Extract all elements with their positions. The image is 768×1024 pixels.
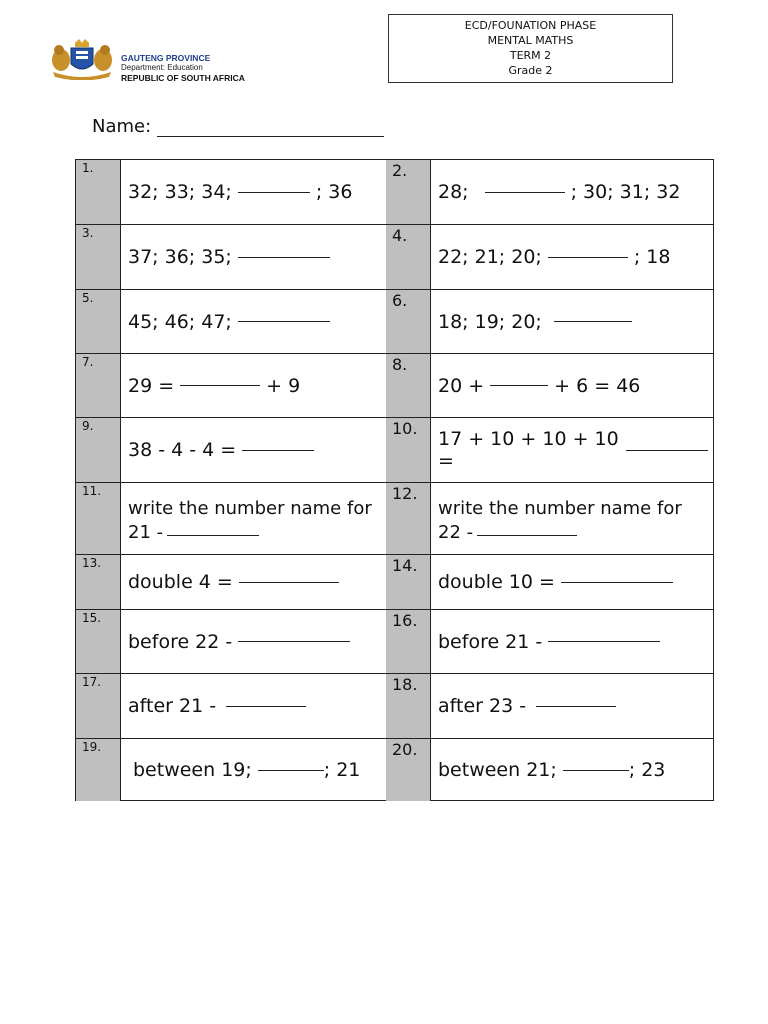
question-14: double 10 =: [431, 555, 714, 609]
answer-blank[interactable]: [226, 706, 306, 707]
title-term: TERM 2: [509, 49, 552, 62]
question-row: [76, 554, 713, 609]
answer-blank[interactable]: [242, 450, 314, 451]
question-number: 20.: [386, 739, 431, 801]
answer-blank[interactable]: [536, 706, 616, 707]
question-5: 45; 46; 47;: [121, 290, 386, 353]
question-number: 6.: [386, 290, 431, 353]
question-3: 37; 36; 35;: [121, 225, 386, 289]
question-row: [76, 353, 713, 417]
question-row: [76, 738, 713, 801]
name-label: Name:: [92, 116, 152, 137]
question-number: 7.: [76, 354, 121, 417]
answer-blank[interactable]: [258, 770, 324, 771]
question-19: between 19; ; 21: [133, 759, 361, 781]
logo-department: Department: Education: [121, 63, 203, 72]
question-16: before 21 -: [431, 610, 714, 673]
answer-blank[interactable]: [238, 321, 330, 322]
answer-blank[interactable]: [238, 192, 310, 193]
question-row: [76, 673, 713, 738]
question-number: 13.: [76, 555, 121, 609]
question-row: [76, 417, 713, 482]
question-1: 32; 33; 34; ; 36: [128, 181, 353, 203]
question-number: 19.: [76, 739, 121, 801]
answer-blank[interactable]: [563, 770, 629, 771]
question-2: 28; ; 30; 31; 32: [438, 181, 681, 203]
question-10: 17 + 10 + 10 + 10 =: [431, 418, 714, 482]
question-number: 2.: [386, 160, 431, 224]
question-18: after 23 -: [431, 674, 714, 738]
question-number: 16.: [386, 610, 431, 673]
question-number: 9.: [76, 418, 121, 482]
answer-blank[interactable]: [626, 450, 708, 451]
title-grade: Grade 2: [508, 64, 553, 77]
question-row: [76, 289, 713, 353]
question-number: 17.: [76, 674, 121, 738]
question-number: 4.: [386, 225, 431, 289]
question-number: 12.: [386, 483, 431, 554]
coat-of-arms-icon: [47, 38, 117, 80]
worksheet-title-box: [388, 14, 673, 83]
question-15: before 22 -: [121, 610, 386, 673]
question-row: [76, 224, 713, 289]
logo-province: GAUTENG PROVINCE: [121, 53, 211, 63]
question-7: 29 = + 9: [128, 374, 301, 397]
name-input-line[interactable]: [157, 120, 384, 137]
question-row: [76, 482, 713, 554]
logo-country: REPUBLIC OF SOUTH AFRICA: [121, 73, 245, 83]
question-row: [76, 160, 713, 224]
question-4: 22; 21; 20; ; 18: [438, 246, 671, 268]
question-grid: [75, 159, 714, 801]
question-number: 15.: [76, 610, 121, 673]
answer-blank[interactable]: [238, 257, 330, 258]
question-number: 10.: [386, 418, 431, 482]
answer-blank[interactable]: [561, 582, 673, 583]
answer-blank[interactable]: [490, 385, 548, 386]
question-6: 18; 19; 20;: [431, 290, 714, 353]
question-9: 38 - 4 - 4 =: [121, 418, 386, 482]
answer-blank[interactable]: [180, 385, 260, 386]
answer-blank[interactable]: [485, 192, 565, 193]
question-number: 5.: [76, 290, 121, 353]
question-number: 8.: [386, 354, 431, 417]
answer-blank[interactable]: [548, 257, 628, 258]
question-12: write the number name for 22 -: [438, 498, 682, 543]
title-phase: ECD/FOUNATION PHASE: [464, 19, 597, 32]
answer-blank[interactable]: [167, 535, 259, 536]
question-number: 18.: [386, 674, 431, 738]
answer-blank[interactable]: [477, 535, 577, 536]
question-number: 14.: [386, 555, 431, 609]
question-row: [76, 609, 713, 673]
answer-blank[interactable]: [238, 641, 350, 642]
question-number: 3.: [76, 225, 121, 289]
question-20: between 21; ; 23: [438, 759, 666, 781]
title-subject: MENTAL MATHS: [487, 34, 574, 47]
question-11: write the number name for 21 -: [128, 498, 372, 543]
answer-blank[interactable]: [554, 321, 632, 322]
question-number: 11.: [76, 483, 121, 554]
question-13: double 4 =: [121, 555, 386, 609]
question-8: 20 + + 6 = 46: [438, 374, 641, 397]
name-field: [92, 116, 384, 137]
gauteng-logo: [47, 38, 252, 83]
answer-blank[interactable]: [548, 641, 660, 642]
answer-blank[interactable]: [239, 582, 339, 583]
question-number: 1.: [76, 160, 121, 224]
question-17: after 21 -: [121, 674, 386, 738]
